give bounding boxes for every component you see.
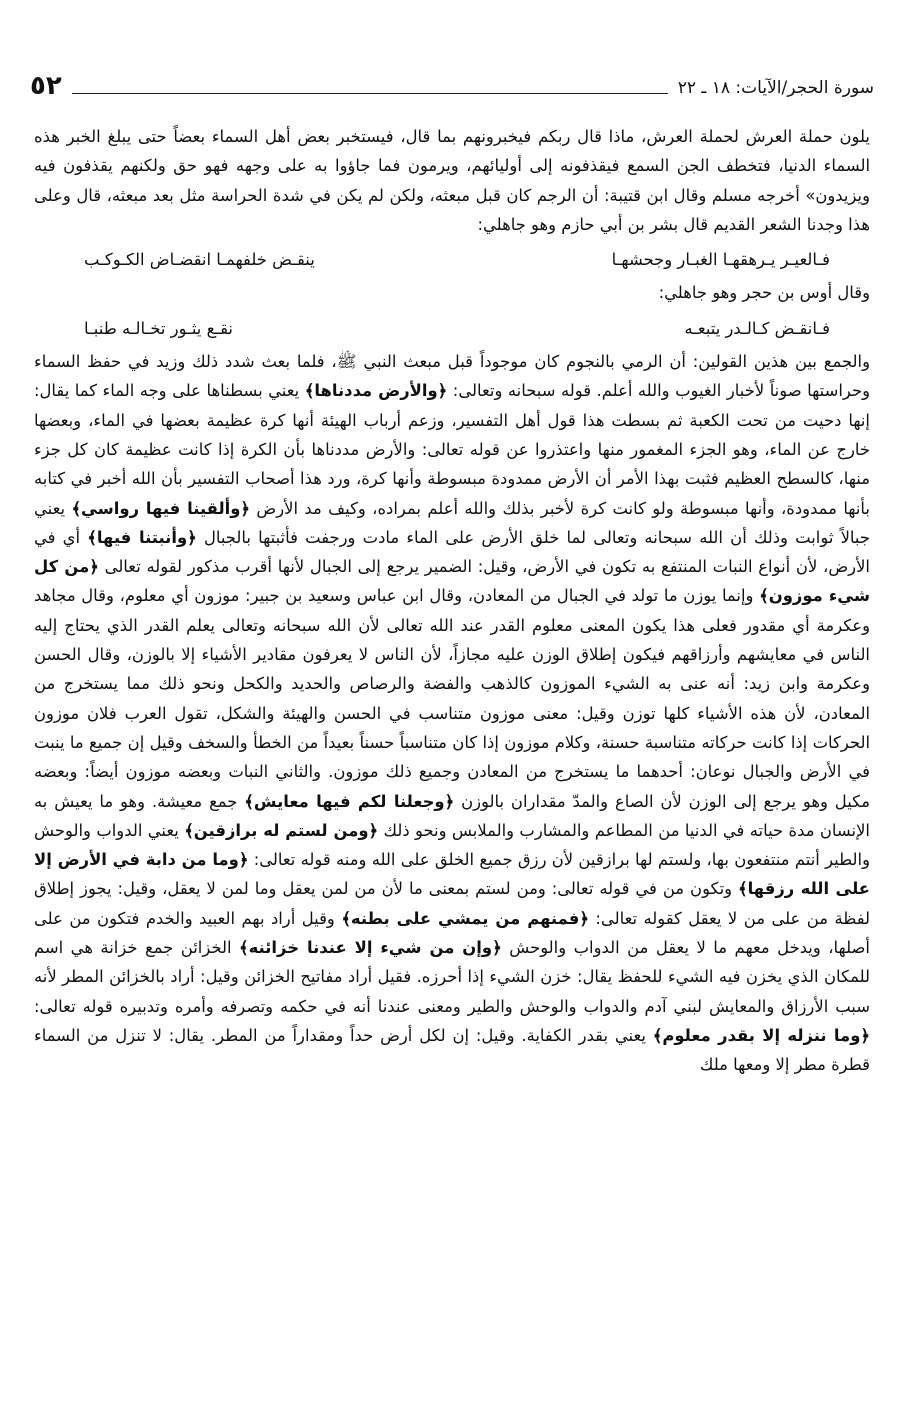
poem-verse-1 — [34, 245, 870, 274]
text-segment: يعني بسطناها على وجه الماء كما يقال: إنها دحيت من تحت الكعبة ثم بسطت هذا قول أهل التفسير، وزعم أرباب الهيئة أنها كرة عظيمة بعضها في الماء، وبعضها خارج عن الماء، وهو الجزء المغمور منها واعتذروا عن قوله تعالى: والأرض مددناها بأن الكرة إذا كانت عظيمة كان كل جزء منها، كالسطح العظيم فثبت بهذا الأمر أن الأرض ممدودة مبسوطة وأنها كرة، ورد هذا أصحاب التفسير بأن الله أخبر في كتابه بأنها ممدودة، وأنها مبسوطة ولو كانت كرة لأخبر بذلك والله أعلم بمراده، وكيف مد الأرض — [34, 381, 870, 518]
quran-quote: ﴿فمنهم من يمشي على بطنه﴾ — [341, 908, 589, 928]
text-segment: يعني الدواب والوحش والطير أنتم منتفعون بها، ولستم لها برازقين لأن رزق جميع الخلق على الله ومنه قوله تعالى: — [34, 820, 870, 870]
page-header — [20, 70, 874, 100]
sura-title: سورة الحجر/الآيات: ١٨ ـ ٢٢ — [677, 78, 874, 98]
quran-quote: ﴿وما من دابة في الأرض إلا على الله رزقها﴾ — [34, 850, 870, 899]
quran-quote: ﴿وأنبتنا فيها﴾ — [87, 527, 197, 547]
quran-quote: ﴿والأرض مددناها﴾ — [304, 381, 448, 401]
text-segment: وإنما يوزن ما تولد في الجبال من المعادن، وقال ابن عباس وسعيد بن جبير: موزون أي معلوم، وقال مجاهد وعكرمة أي مقدور فعلى هذا يكون المعنى معلوم القدر عند الله تعالى لأن الله سبحانه وتعالى يعلم القدر الذي يحتاج إليه الناس في معايشهم وأرزاقهم فيكون إطلاق الوزن عليه مجازاً، لأن الناس لا يعرفون مقادير الأشياء إلا بالوزن، وقال الحسن وعكرمة وابن زيد: أنه عنى به الشيء الموزون كالذهب والفضة والرصاص والحديد والكحل ونحو ذلك مما يستخرج من المعادن، لأن هذه الأشياء كلها توزن وقيل: معنى موزون متناسب في الحسن والهيئة والشكل، تقول العرب فلان موزون الحركات إذا كانت حركاته متناسبة حسنة، وكلام موزون إذا كان متناسباً حسناً بعيداً من الخطأ والسخف وقيل إن جميع ما ينبت في الأرض والجبال نوعان: أحدهما ما يستخرج من المعادن وجميع ذلك موزون. والثاني النبات وبعضه موزون أيضاً: وبعضه مكيل وهو يرجع إلى الوزن لأن الصاع والمدّ مقداران بالوزن — [34, 586, 870, 811]
verse-2-first-hemistich: فـانقـض كـالـدر يتبعـه — [684, 318, 830, 338]
quran-quote: ﴿وجعلنا لكم فيها معايش﴾ — [244, 791, 455, 811]
verse-1-first-hemistich: فـالعيـر يـرهقهـا الغبـار وجحشهـا — [611, 250, 830, 270]
quran-quote: ﴿من كل شيء موزون﴾ — [34, 557, 870, 606]
quran-quote: ﴿ومن لستم له برازقين﴾ — [184, 820, 379, 840]
quran-quote: ﴿وإن من شيء إلا عندنا خزائنه﴾ — [239, 938, 502, 958]
paragraph-intro: يلون حملة العرش لحملة العرش، ماذا قال ربكم فيخبرونهم بما قال، فيستخبر بعض أهل السماء بعضاً حتى يبلغ الخبر هذه السماء الدنيا، فتخطف الجن السمع فيقذفونه إلى أوليائهم، ويرمون فما جاؤوا به على وجهه فهو حق ولكنهم يقذفون فيه ويزيدون» أخرجه مسلم وقال ابن قتيبة: أن الرجم كان قبل مبعثه، ولكن لم يكن في شدة الحراسة مثل بعد مبعثه، قال وعلى هذا وجدنا الشعر القديم قال بشر بن أبي حازم وهو جاهلي: — [34, 127, 870, 234]
quran-quote: ﴿وما ننزله إلا بقدر معلوم﴾ — [652, 1025, 870, 1045]
text-segment: وتكون من في قوله تعالى: ومن لستم بمعنى ما لأن من لمن يعقل وما لمن لا يعقل، وقيل: يجوز إطلاق لفظة من على من لا يعقل كقوله تعالى: — [34, 879, 870, 928]
text-segment: يعني بقدر الكفاية. وقيل: إن لكل أرض حداً ومقداراً من المطر. يقال: لا تنزل من السماء قطرة مطر إلا ومعها ملك — [34, 1025, 870, 1075]
text-segment: يعني جبالاً ثوابت وذلك أن الله سبحانه وتعالى لما خلق الأرض على الماء مادت ورجفت فأثبتها بالجبال — [34, 498, 870, 547]
paragraph-main — [34, 347, 870, 1079]
header-rule — [72, 93, 668, 94]
verse-1-second-hemistich: ينقـض خلفهمـا انقضـاض الكـوكـب — [84, 250, 315, 270]
text-segment: والجمع بين هذين القولين: أن الرمي بالنجوم كان موجوداً قبل مبعث النبي ﷺ، فلما بعث شدد ذلك وزيد في حفظ السماء وحراستها صوناً لأخبار الغيوب والله أعلم. قوله سبحانه وتعالى: — [34, 352, 870, 401]
text-segment: جمع معيشة. وهو ما يعيش به الإنسان مدة حياته في الدنيا من المطاعم والمشارب والملابس ونحو ذلك — [34, 791, 870, 840]
verse-2-second-hemistich: نقـع يثـور تخـالـه طنبـا — [84, 318, 233, 338]
poem-verse-2 — [34, 314, 870, 343]
text-segment: أي في الأرض، لأن أنواع النبات المنتفع به تكون في الأرض، وقيل: الضمير يرجع إلى الجبال لأنها أقرب مذكور لقوله تعالى — [34, 527, 870, 577]
quran-quote: ﴿وألقينا فيها رواسي﴾ — [71, 498, 251, 518]
text-segment: الخزائن جمع خزانة هي اسم للمكان الذي يخزن فيه الشيء للحفظ يقال: خزن الشيء إذا أحرزه. فقيل أراد مفاتيح الخزائن وقيل: أراد بالخزائن المطر لأنه سبب الأرزاق والمعايش لبني آدم والدواب والوحش والطير ومعنى عندنا أنه في حكمه وتصرفه وأمره وتدبيره قوله تعالى: — [34, 938, 870, 1016]
page-body — [34, 122, 870, 1080]
text-segment: وقيل أراد بهم العبيد والخدم فتكون من على أصلها، ويدخل معهم ما لا يعقل من الدواب والوحش — [34, 908, 870, 958]
poet-attribution: وقال أوس بن حجر وهو جاهلي: — [658, 283, 870, 303]
page-number: ٥٢ — [30, 71, 62, 101]
